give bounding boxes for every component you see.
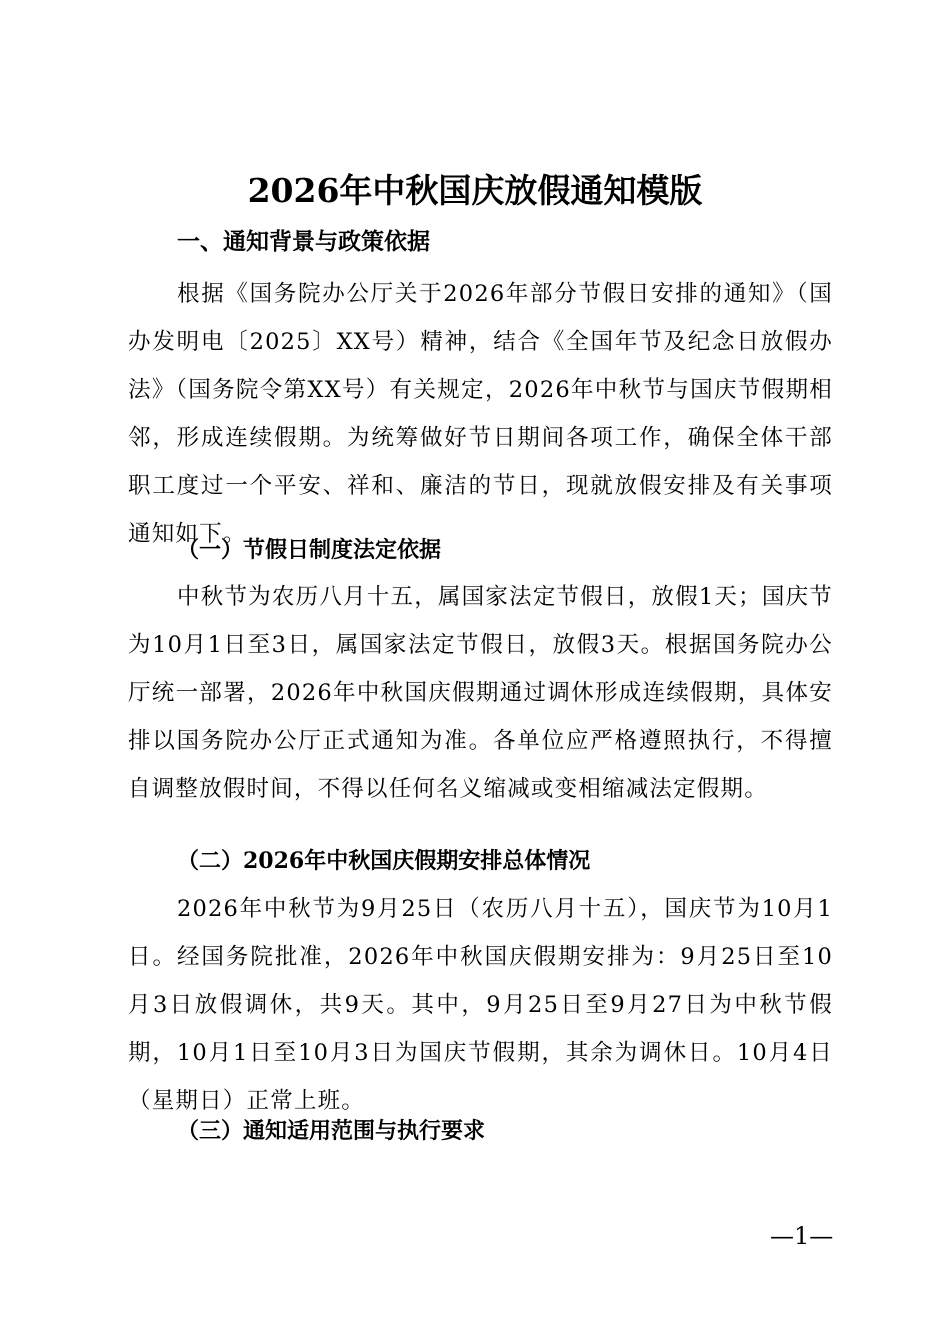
subsection-heading-2: （二）2026年中秋国庆假期安排总体情况 xyxy=(177,848,591,874)
subsection-body-1: 中秋节为农历八月十五，属国家法定节假日，放假1天；国庆节为10月1日至3日，属国家法定节假日，放假3天。根据国务院办公厅统一部署，2026年中秋国庆假期通过调休形成连续假期，具体安排以国务院办公厅正式通知为准。各单位应严格遵照执行，不得擅自调整放假时间，不得以任何名义缩减或变相缩减法定假期。 xyxy=(128,584,833,802)
subsection-body-2: 2026年中秋节为9月25日（农历八月十五），国庆节为10月1日。经国务院批准，2026年中秋国庆假期安排为：9月25日至10月3日放假调休，共9天。其中，9月25日至9月27日为中秋节假期，10月1日至10月3日为国庆节假期，其余为调休日。10月4日（星期日）正常上班。 xyxy=(128,896,833,1114)
page-number: —1— xyxy=(770,1222,834,1250)
intro-paragraph: 根据《国务院办公厅关于2026年部分节假日安排的通知》（国办发明电〔2025〕XX号）精神，结合《全国年节及纪念日放假办法》（国务院令第XX号）有关规定，2026年中秋节与国庆节假期相邻，形成连续假期。为统筹做好节日期间各项工作，确保全体干部职工度过一个平安、祥和、廉洁的节日，现就放假安排及有关事项通知如下。 xyxy=(128,281,833,547)
section-heading: 一、通知背景与政策依据 xyxy=(177,229,430,255)
document-title: 2026年中秋国庆放假通知模版 xyxy=(247,171,703,210)
subsection-heading-1: （一）节假日制度法定依据 xyxy=(177,537,442,563)
subsection-heading-3: （三）通知适用范围与执行要求 xyxy=(177,1118,486,1144)
